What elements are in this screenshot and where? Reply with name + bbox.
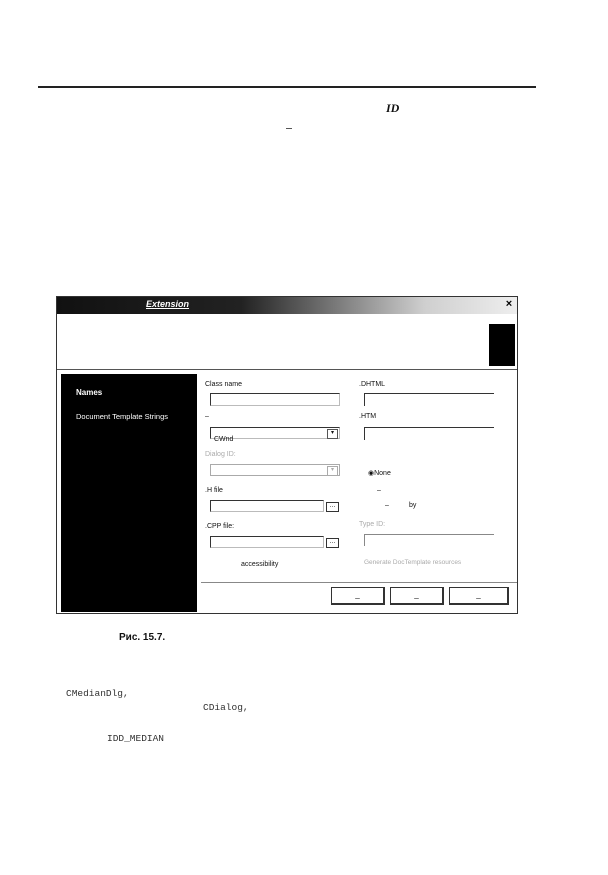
dialog-titlebar[interactable] [57,297,517,314]
accessibility-label[interactable]: accessibility [241,561,279,568]
class-name-label: Class name [205,381,242,388]
h-file-label: .H file [205,487,223,494]
header-id: ID [386,101,400,115]
radio-icon[interactable]: ◉ [368,470,375,477]
dialog-id-combo[interactable] [210,464,340,476]
finish-button[interactable]: _ [449,587,509,605]
none-radio[interactable] [368,469,391,477]
dhtml-label: .DHTML [359,381,386,388]
type-id-label: Type ID: [359,521,386,528]
cpp-file-input[interactable] [210,536,324,548]
htm-label: .HTM [359,413,377,420]
radio-dash-2: – [385,502,389,509]
cpp-file-browse-button[interactable]: ... [326,538,339,548]
code-line-2: CDialog, [203,702,249,713]
h-file-input[interactable] [210,500,324,512]
dialog-title: Extension [146,299,190,309]
wizard-logo [489,324,515,366]
wizard-dialog [56,296,518,614]
base-class-value: CWnd [214,436,234,443]
nav-panel [61,374,197,612]
dhtml-input[interactable] [364,393,494,406]
code-line-3: IDD_MEDIAN [107,733,165,744]
radio-dash: – [377,487,381,494]
header-rule [38,86,536,88]
htm-input[interactable] [364,427,494,440]
nav-item-names[interactable]: Names [76,388,103,397]
class-name-input[interactable] [210,393,340,406]
base-class-label: – [205,413,209,420]
nav-item-doc-template-strings[interactable]: Document Template Strings [76,412,168,421]
next-button[interactable]: _ [390,587,444,605]
dialog-id-label: Dialog ID: [205,451,236,458]
cpp-file-label: .CPP file: [205,523,235,530]
close-icon[interactable]: × [505,298,513,310]
figure-caption: Рис. 15.7. [119,632,166,643]
dialog-banner [57,314,517,370]
base-class-combo[interactable] [210,427,340,443]
footer-divider [201,582,517,583]
tiny-dash [286,128,292,129]
chevron-down-icon[interactable]: ▾ [327,429,338,439]
by-label: by [409,502,417,509]
back-button[interactable]: _ [331,587,385,605]
h-file-browse-button[interactable]: ... [326,502,339,512]
none-radio-label: None [374,470,391,477]
chevron-down-icon[interactable]: ▾ [327,466,338,476]
doc-template-checkbox-label[interactable]: Generate DocTemplate resources [364,559,462,566]
code-line-1: CMedianDlg, [66,688,129,699]
type-id-input[interactable] [364,534,494,546]
